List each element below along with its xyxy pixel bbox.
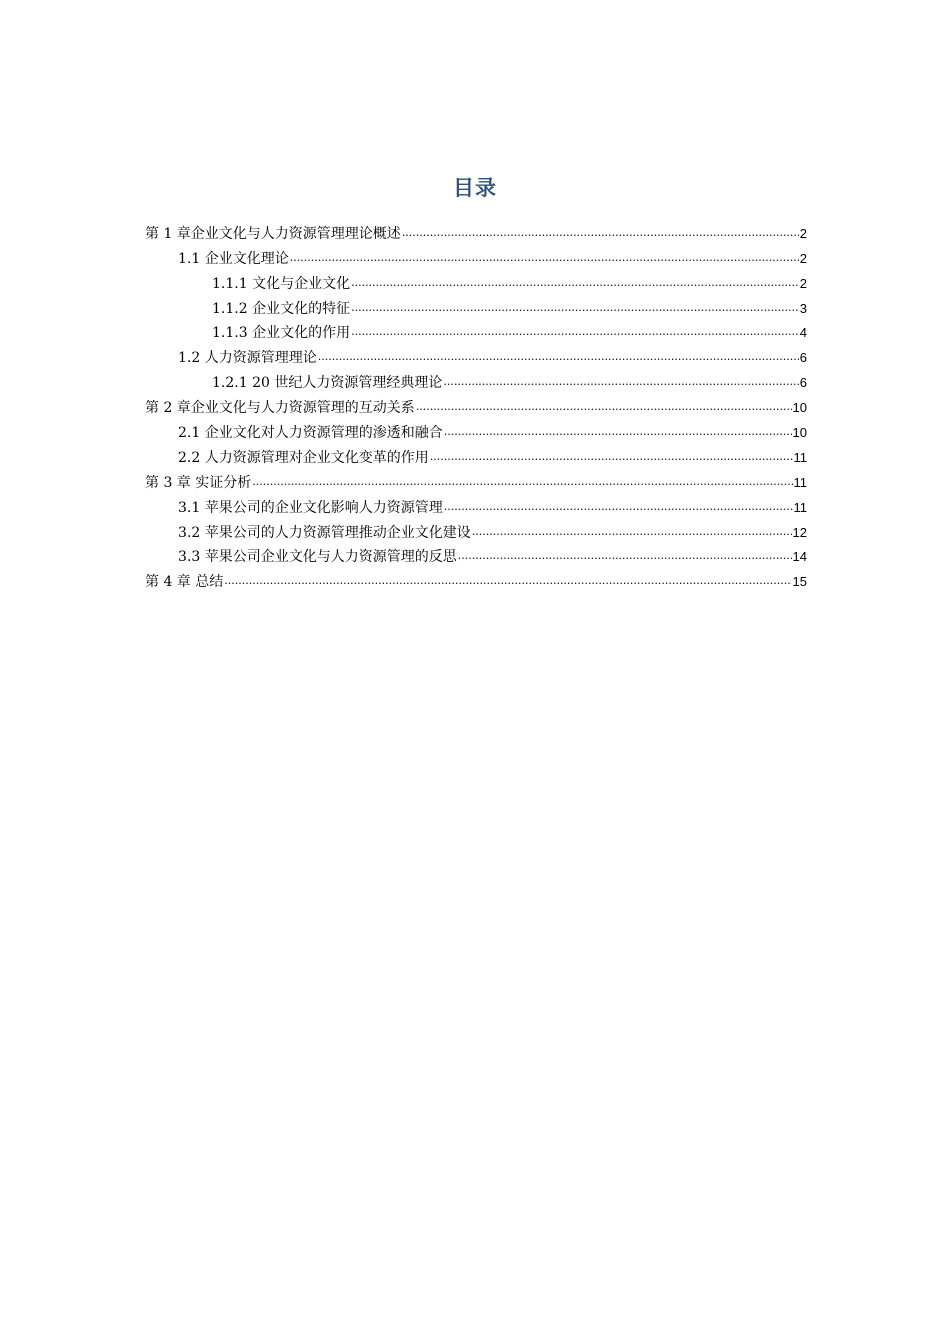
toc-entry-text: 第 2 章企业文化与人力资源管理的互动关系	[145, 400, 415, 417]
toc-entry-text: 3.3 苹果公司企业文化与人力资源管理的反思	[178, 549, 457, 566]
toc-entry-text: 3.2 苹果公司的人力资源管理推动企业文化建设	[178, 524, 471, 541]
toc-dot-leader	[444, 498, 793, 516]
toc-entry[interactable]	[145, 467, 807, 492]
toc-title: 目录	[453, 175, 497, 200]
toc-entry-page: 3	[799, 300, 807, 316]
toc-entry-text: 1.2.1 20 世纪人力资源管理经典理论	[212, 375, 443, 392]
toc-entry-page: 12	[792, 524, 807, 540]
toc-entry-page: 14	[792, 549, 807, 565]
toc-dot-leader	[402, 224, 799, 242]
toc-entry[interactable]	[145, 243, 807, 268]
toc-entry-page: 4	[799, 325, 807, 341]
toc-entry-page: 11	[793, 474, 807, 490]
toc-entry-page: 15	[792, 574, 807, 590]
toc-entry-text: 1.1.1 文化与企业文化	[212, 275, 351, 292]
toc-entry[interactable]	[145, 417, 807, 442]
toc-entry-text: 1.2 人力资源管理理论	[178, 350, 317, 367]
toc-entry[interactable]	[145, 492, 807, 517]
toc-entry-text: 1.1.3 企业文化的作用	[212, 325, 351, 342]
toc-entry-page: 10	[792, 425, 807, 441]
toc-entry[interactable]	[145, 566, 807, 591]
toc-list	[145, 218, 807, 591]
toc-dot-leader	[416, 398, 792, 416]
toc-entry-text: 2.2 人力资源管理对企业文化变革的作用	[178, 449, 429, 466]
toc-entry[interactable]	[145, 268, 807, 293]
toc-entry[interactable]	[145, 218, 807, 243]
toc-entry-page: 2	[799, 275, 807, 291]
toc-dot-leader	[252, 473, 792, 491]
toc-dot-leader	[351, 274, 799, 292]
toc-entry-page: 11	[793, 449, 807, 465]
toc-entry[interactable]	[145, 342, 807, 367]
toc-dot-leader	[443, 373, 798, 391]
toc-entry-page: 2	[799, 250, 807, 266]
toc-entry[interactable]	[145, 517, 807, 542]
toc-entry-text: 2.1 企业文化对人力资源管理的渗透和融合	[178, 425, 443, 442]
toc-entry-text: 1.1.2 企业文化的特征	[212, 300, 351, 317]
toc-entry[interactable]	[145, 392, 807, 417]
toc-entry-text: 第 1 章企业文化与人力资源管理理论概述	[145, 225, 401, 242]
toc-entry-page: 6	[799, 350, 807, 366]
toc-entry-page: 10	[792, 400, 807, 416]
toc-entry[interactable]	[145, 318, 807, 343]
toc-entry[interactable]	[145, 542, 807, 567]
toc-dot-leader	[318, 348, 799, 366]
toc-dot-leader	[430, 448, 793, 466]
toc-dot-leader	[351, 299, 799, 317]
toc-entry[interactable]	[145, 293, 807, 318]
toc-entry-text: 1.1 企业文化理论	[178, 250, 289, 267]
toc-dot-leader	[444, 423, 792, 441]
toc-entry-page: 11	[793, 499, 807, 515]
toc-entry-text: 3.1 苹果公司的企业文化影响人力资源管理	[178, 499, 443, 516]
toc-entry[interactable]	[145, 442, 807, 467]
toc-entry-text: 第 3 章 实证分析	[145, 474, 252, 491]
toc-dot-leader	[290, 249, 799, 267]
toc-dot-leader	[472, 523, 792, 541]
toc-dot-leader	[224, 572, 791, 590]
toc-entry-page: 2	[799, 225, 807, 241]
toc-entry-text: 第 4 章 总结	[145, 574, 224, 591]
toc-dot-leader	[351, 323, 799, 341]
toc-entry-page: 6	[799, 375, 807, 391]
toc-dot-leader	[458, 547, 792, 565]
toc-entry[interactable]	[145, 367, 807, 392]
